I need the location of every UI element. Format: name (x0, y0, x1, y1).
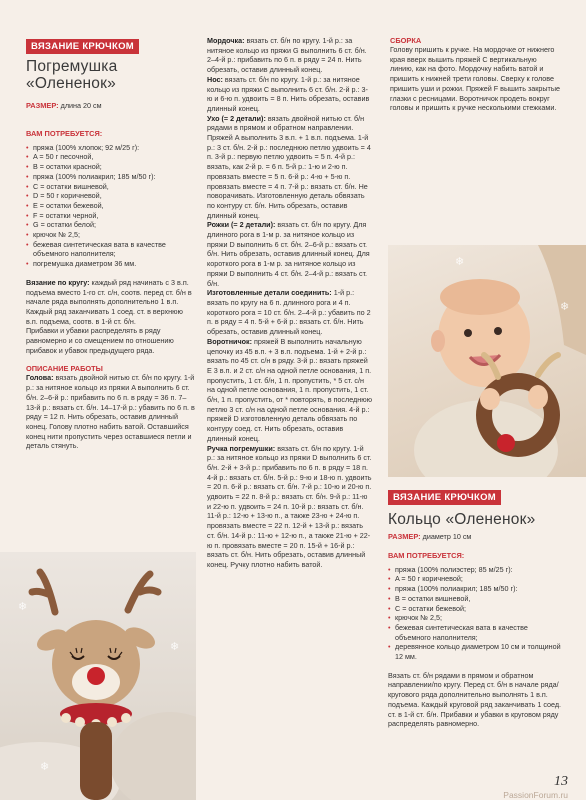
nose-instructions (207, 75, 373, 114)
assembly-header: СБОРКА (390, 36, 422, 45)
snowflake-icon: ❄ (560, 301, 570, 313)
rattle-column (26, 36, 196, 451)
handle-label: Ручка погремушки: (207, 443, 276, 453)
list-item: • пряжа (100% полиакрил; 185 м/50 г): (26, 172, 196, 182)
join-text: 1-й р.: вязать по кругу на 6 п. длинного рога и 4 п. короткого рога = 10 ст. б/н. 2–4-й р.: убавить по 2 п. в ряду = 4 п. 5-й + 6-й р.: вязать ст. б/н. Нить обрезать, оставив длинный конец. (207, 288, 371, 337)
list-item: • крючок № 2,5; (26, 230, 196, 240)
list-item: • A = 50 г песочной, (26, 152, 196, 162)
page-number: 13 (554, 774, 568, 789)
list-item: • G = остатки белой; (26, 220, 196, 230)
collar-label: Воротничок: (207, 336, 253, 346)
nose-text: вязать ст. б/н по кругу. 1-й р.: за нитяное кольцо из пряжи C выполнить 6 ст. б/н. 2-й р.: 3-ю и 6-ю п. удвоить = 8 п. Нить обрезать, оставив длинный конец. (207, 74, 370, 113)
list-item: • C = остатки бежевой; (388, 604, 564, 614)
round-text: каждый ряд начинать с 3 в.п. подъема вместо 1-го ст. с/н, соотв. перед ст. б/н в начале ряда выполнять дополнительно 1 в.п. Каждый ряд заканчивать 1 соед. ст. в верхнюю в.п. подъема, соотв. в 1-й ст. б/н. (26, 277, 192, 326)
ring-column (388, 487, 564, 729)
collar-instructions (207, 337, 373, 444)
list-item: • E = остатки бежевой, (26, 201, 196, 211)
muzzle-instructions (207, 36, 373, 75)
ear-label: Ухо (= 2 детали): (207, 113, 266, 123)
join-label: Изготовленные детали соединить: (207, 288, 332, 298)
list-item: • пряжа (100% полиакрил; 185 м/50 г): (388, 584, 564, 594)
list-item: • погремушка диаметром 36 мм. (26, 259, 196, 269)
size-value: диаметр 10 см (420, 532, 472, 541)
list-item: • F = остатки черной, (26, 211, 196, 221)
baby-ring-illustration (388, 245, 586, 477)
list-item: • A = 50 г коричневой; (388, 574, 564, 584)
size-label: РАЗМЕР: (388, 532, 421, 541)
list-item: • бежевая синтетическая вата в качестве объемного наполнителя; (26, 240, 196, 259)
head-instructions (26, 373, 196, 451)
ring-size (388, 532, 564, 542)
collar-text: пряжей B выполнить начальную цепочку из 45 в.п. + 3 в.п. подъема. 1-й + 2-й р.: вязать по 45 ст. с/н в ряду. 3-й р.: вязать пряжей E 3 в.п. и 2 ст. с/н на одной петле основания, 1 п. пропустить, 1 ст. б/н, 1 п. пропустить, * 5 ст. с/н на одной петле основания, 1 п. пропустить, 1 ст. б/н, 1 п. пропустить, от * повторять, в последнюю петлю 3 ст. с/н на одной петле основания. 4-й р.: пряжей D изготовленную деталь обвязать по контуру соед. ст. Нить обрезать, оставив длинный конец. (207, 336, 372, 443)
snowflake-icon: ❄ (18, 601, 28, 613)
list-item: • C = остатки вишневой, (26, 182, 196, 192)
rattle-title (26, 58, 196, 92)
baby-with-ring-photo (388, 245, 586, 477)
list-item: • пряжа (100% полиэстер; 85 м/25 г): (388, 565, 564, 575)
assembly-column (390, 36, 562, 113)
deer-rattle-photo (0, 552, 196, 800)
deer-rattle-illustration (0, 552, 196, 800)
rattle-materials-list (26, 143, 196, 269)
handle-text: вязать ст. б/н по кругу. 1-й р.: за нитяное кольцо из пряжи D выполнить 6 ст. б/н. 2-й + 3-й р.: прибавить по 6 п. в ряду = 18 п. 4-й р.: вязать ст. б/н. 5-й р.: 9-ю и 18-ю п. удвоить = 20 п. 6-й р.: вязать ст. б/н. 7-й р.: 10-ю и 20-ю п. удвоить = 22 п. 8-й р.: вязать ст. б/н. 9-й р.: 11-ю и 22-ю п. удвоить = 24 п. 10-й р.: вязать ст. б/н. 11-й р.: 12-ю + 13-ю п., а также 23-ю + 24-ю п. провязать вместе = 22 п. 12-й + 13-й р.: вязать ст. б/н. 14-й р.: 11-ю + 12-ю п., а также 21-ю + 22-ю п. провязать вместе = 20 п. 15-й + 16-й р.: вязать ст. б/н. Нить обрезать, оставив длинный конец. Ручку плотно набить ватой. (207, 443, 372, 569)
muzzle-text: вязать ст. б/н по кругу. 1-й р.: за нитяное кольцо из пряжи G выполнить 6 ст. б/н. 2–4-й р.: прибавить по 6 п. в ряду = 24 п. Нить обрезать, оставив длинный конец. (207, 36, 367, 75)
nose-label: Нос: (207, 74, 223, 84)
round-label: Вязание по кругу: (26, 277, 90, 287)
join-instructions (207, 288, 373, 337)
head-label: Голова: (26, 373, 54, 383)
site-watermark: PassionForum.ru (503, 790, 568, 800)
list-item: • B = остатки вишневой, (388, 594, 564, 604)
list-item: • бежевая синтетическая вата в качестве объемного наполнителя; (388, 623, 564, 642)
horns-label: Рожки (= 2 детали): (207, 220, 276, 230)
size-label: РАЗМЕР: (26, 101, 59, 110)
rattle-title-line2: «Олененок» (26, 75, 116, 92)
muzzle-label: Мордочка: (207, 36, 245, 45)
instructions-column (207, 36, 373, 570)
ear-text: вязать двойной нитью ст. б/н рядами в прямом и обратном направлении. Пряжей A выполнить 3 в.п. + 1 в.п. подъема. 1-й р.: 3 ст. б/н. 2-й р.: последнюю петлю удвоить = 4 п. 3-й р.: первую петлю удвоить = 5 п. 4-й р.: вязать, как 2-й р. = 6 п. 5-й р.: 1-ю и 2-ю п. провязать вместе = 5 п. 6-й р.: 4-ю + 5-ю п. провязать вместе = 4 п. 7-й р.: вязать ст. б/н. Не поворачивать. Изготовленную деталь обвязать по контуру ст. б/н. Нить обрезать, оставив длинный конец. (207, 113, 371, 220)
head-text: вязать двойной нитью ст. б/н по кругу. 1-й р.: за нитяное кольцо из пряжи A выполнить 6 ст. б/н. 2–6-й р.: прибавить по 6 п. в ряду = 36 п. 7–13-й р.: вязать ст. б/н. 14–17-й р.: убавить по 6 п. в ряду = 12 п. Нить обрезать, оставив длинный конец. Голову плотно набить ватой. Оставшийся конец нити пропустить через оставшиеся петли и деталь стянуть. (26, 373, 195, 451)
ring-instructions: Вязать ст. б/н рядами в прямом и обратном направлении/по кругу. Перед ст. б/н в начале ряда/кругового ряда дополнительно выполнять 1 в.п. подъема. Каждый круговой ряд заканчивать 1 соед. ст. в 1-й ст. б/н. Прибавки и убавки в круговом ряду распределять равномерно. (388, 670, 562, 729)
round-knitting-text-2: Прибавки и убавки распределять в ряду равномерно и со смещением по отношению прибавок и убавок предыдущего ряда. (26, 326, 174, 355)
assembly-text: Голову пришить к ручке. На мордочке от нижнего края вверх вышить пряжей C вертикальную линию, как на фото. Мордочку набить ватой и пришить к нижней трети головы. Сверху к голове пришить уши и рожки. Пряжей F вышить закрытые глазки с ресницами. Воротничок продеть вокруг головы и пришить к ручке несколькими стежками. (390, 45, 561, 113)
list-item: • крючок № 2,5; (388, 613, 564, 623)
materials-header: ВАМ ПОТРЕБУЕТСЯ: (26, 128, 103, 138)
list-item: • D = 50 г коричневой, (26, 191, 196, 201)
rattle-size (26, 101, 196, 111)
snowflake-icon: ❄ (40, 761, 50, 773)
ear-instructions (207, 114, 373, 221)
section-tag: ВЯЗАНИЕ КРЮЧКОМ (26, 39, 139, 54)
snowflake-icon: ❄ (170, 641, 180, 653)
list-item: • B = остатки красной; (26, 162, 196, 172)
handle-instructions (207, 444, 373, 570)
ring-materials-list (388, 565, 564, 662)
rattle-title-line1: Погремушка (26, 58, 118, 75)
work-description-header: ОПИСАНИЕ РАБОТЫ (26, 364, 103, 374)
section-tag: ВЯЗАНИЕ КРЮЧКОМ (388, 490, 501, 505)
list-item: • деревянное кольцо диаметром 10 см и толщиной 12 мм. (388, 642, 564, 661)
horns-instructions (207, 220, 373, 288)
round-knitting-text (26, 278, 196, 327)
size-value: длина 20 см (58, 101, 102, 110)
materials-header: ВАМ ПОТРЕБУЕТСЯ: (388, 550, 465, 560)
list-item: • пряжа (100% хлопок; 92 м/25 г): (26, 143, 196, 153)
horns-text: вязать ст. б/н по кругу. Для длинного рога в 1-м р. за нитяное кольцо из пряжи D выполнить 6 ст. б/н. 2–6-й р.: вязать ст. б/н. Нить обрезать, оставив длинный конец. Для короткого рога в 1-м р. за нитяное кольцо из пряжи D выполнить 4 ст. б/н. 2–4-й р.: вязать ст. б/н. (207, 220, 370, 288)
snowflake-icon: ❄ (455, 256, 465, 268)
ring-title: Кольцо «Олененок» (388, 511, 536, 528)
